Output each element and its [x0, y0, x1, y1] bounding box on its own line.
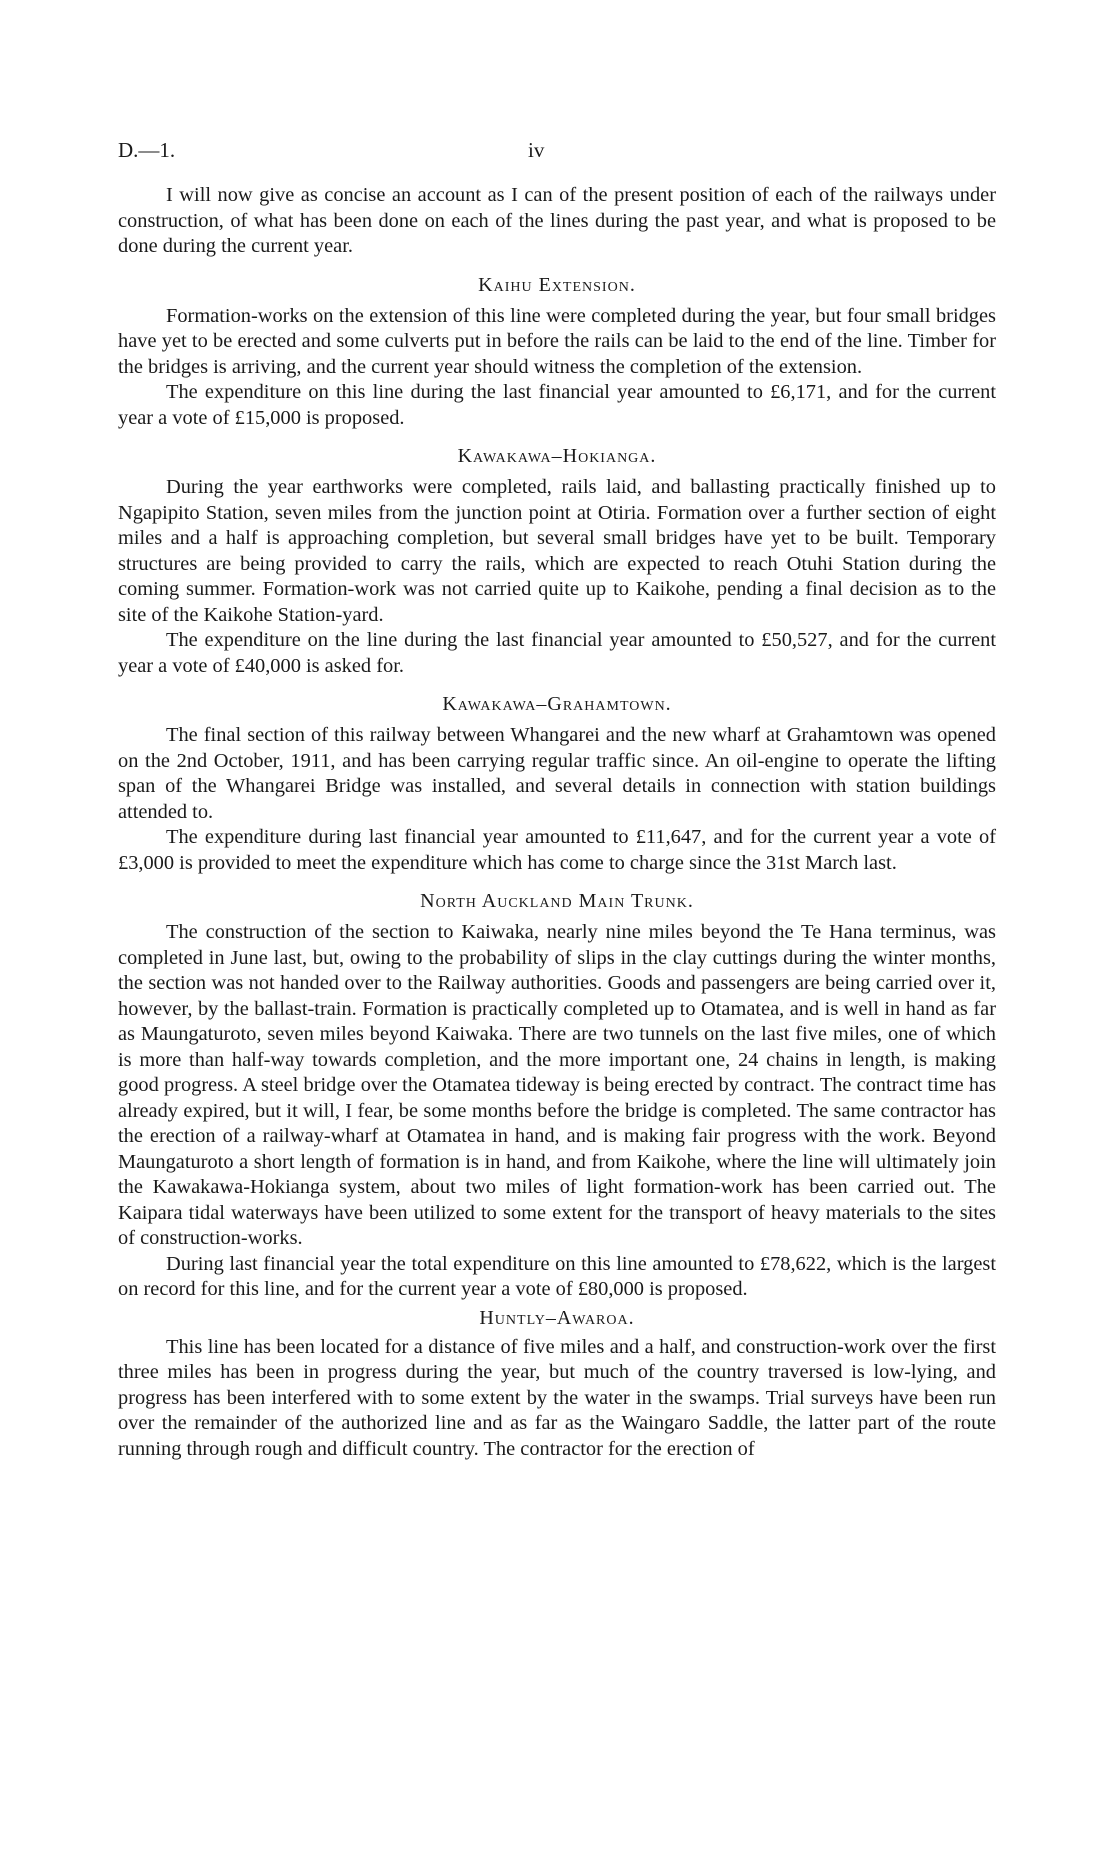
- section-heading-north-auckland-main-trunk: North Auckland Main Trunk.: [420, 890, 694, 912]
- paragraph: During the year earthworks were completed, rails laid, and ballasting practically finished up to Ngapipito Station, seven miles from the junction point at Otiria. Formation over a further section of eight miles and a half is approaching completion, but several small bridges have yet to be built. Temporary structures are being provided to carry the rails, which are expected to reach Otuhi Station during the coming summer. Formation-work was not carried quite up to Kaikohe, pending a final decision as to the site of the Kaikohe Station-yard.: [118, 476, 996, 626]
- page-body: [118, 183, 996, 1462]
- section-heading-huntly-awaroa: Huntly–Awaroa.: [479, 1306, 635, 1329]
- section-heading-kawakawa-hokianga: Kawakawa–Hokianga.: [457, 445, 657, 467]
- paragraph: The expenditure during last financial year amounted to £11,647, and for the current year a vote of £3,000 is provided to meet the expenditure which has come to charge since the 31st March last.: [118, 826, 996, 874]
- section-heading-kawakawa-grahamtown: Kawakawa–Grahamtown.: [442, 693, 672, 715]
- paragraph: Formation-works on the extension of this line were completed during the year, but four small bridges have yet to be erected and some culverts put in before the rails can be laid to the end of the line. Timber for the bridges is arriving, and the current year should witness the completion of the extension.: [118, 304, 996, 378]
- intro-paragraph: I will now give as concise an account as I can of the present position of each of the railways under construction, of what has been done on each of the lines during the past year, and what is proposed to be done during the current year.: [118, 184, 996, 257]
- paragraph: During last financial year the total expenditure on this line amounted to £78,622, which is the largest on record for this line, and for the current year a vote of £80,000 is proposed.: [118, 1252, 996, 1300]
- page-header: [118, 138, 998, 168]
- section-heading-kaihu-extension: Kaihu Extension.: [478, 273, 636, 296]
- paragraph: The expenditure on the line during the last financial year amounted to £50,527, and for the current year a vote of £40,000 is asked for.: [118, 629, 996, 677]
- paragraph: The construction of the section to Kaiwaka, nearly nine miles beyond the Te Hana terminus, was completed in June last, but, owing to the probability of slips in the clay cuttings during the winter months, the section was not handed over to the Railway authorities. Goods and passengers are being carried over it, however, by the ballast-train. Formation is practically completed up to Otamatea, and is well in hand as far as Maungaturoto, seven miles beyond Kaiwaka. There are two tunnels on the last five miles, one of which is more than half-way towards completion, and the more important one, 24 chains in length, is making good progress. A steel bridge over the Otamatea tideway is being erected by contract. The contract time has already expired, but it will, I fear, be some months before the bridge is completed. The same contractor has the erection of a railway-wharf at Otamatea in hand, and is making fair progress with the work. Beyond Maungaturoto a short length of formation is in hand, and from Kaikohe, where the line will ultimately join the Kawakawa-Hokianga system, about two miles of light formation-work has been carried out. The Kaipara tidal waterways have been utilized to some extent for the transport of heavy materials to the sites of construction-works.: [118, 921, 996, 1249]
- page-number: iv: [528, 138, 545, 162]
- paragraph: This line has been located for a distance of five miles and a half, and construction-work over the first three miles has been in progress during the year, but much of the country traversed is low-lying, and progress has been interfered with to some extent by the water in the swamps. Trial surveys have been run over the remainder of the authorized line and as far as the Waingaro Saddle, the latter part of the route running through rough and difficult country. The contractor for the erection of: [118, 1335, 996, 1460]
- paragraph: The final section of this railway between Whangarei and the new wharf at Grahamtown was opened on the 2nd October, 1911, and has been carrying regular traffic since. An oil-engine to operate the lifting span of the Whangarei Bridge was installed, and several details in connection with station buildings attended to.: [118, 724, 996, 823]
- document-reference: D.—1.: [118, 138, 176, 162]
- paragraph: The expenditure on this line during the last financial year amounted to £6,171, and for the current year a vote of £15,000 is proposed.: [118, 381, 996, 429]
